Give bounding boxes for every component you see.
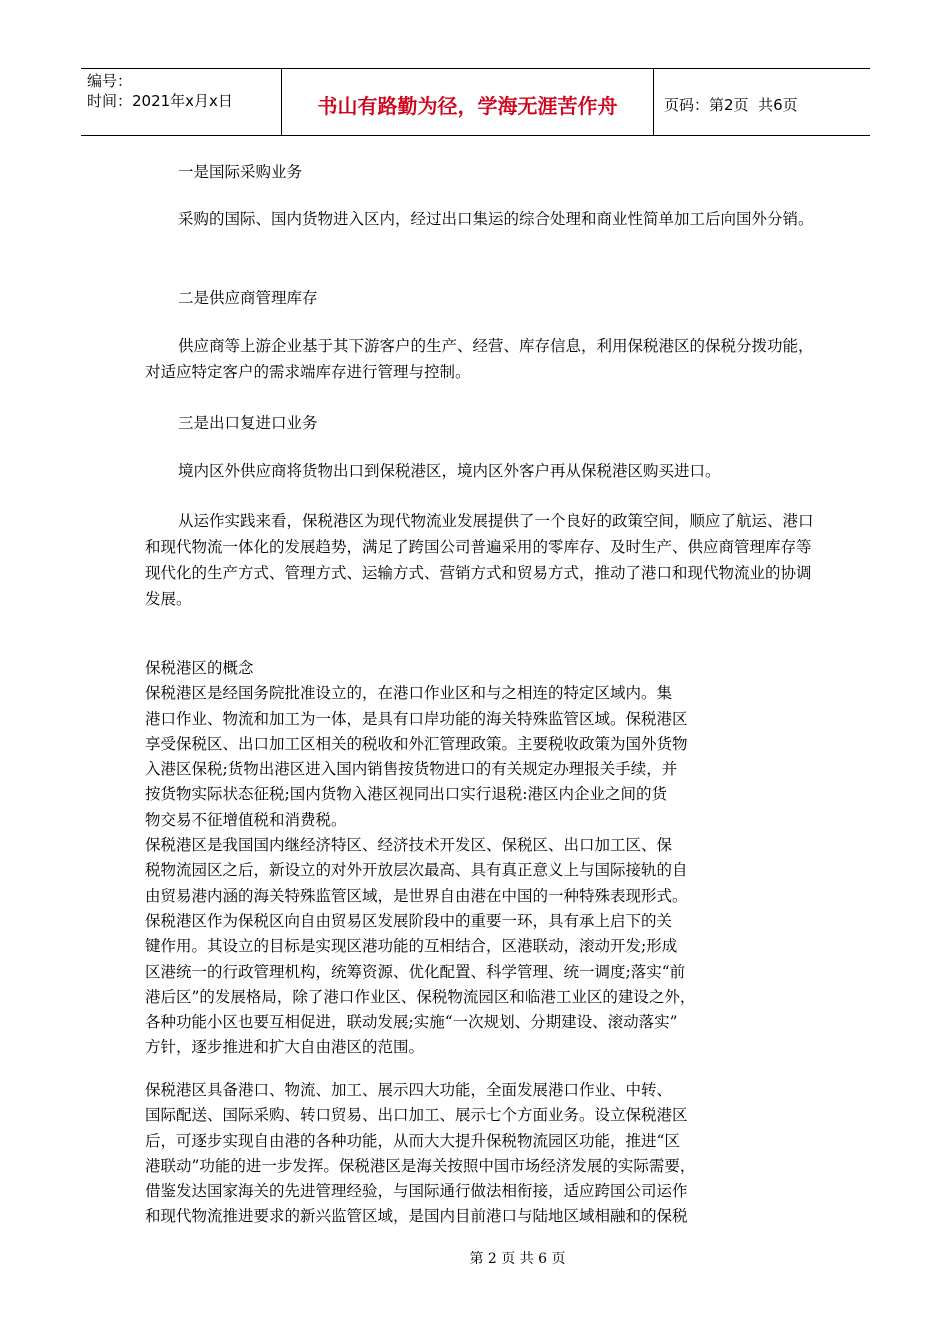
header-motto: 书山有路勤为径，学海无涯苦作舟 <box>281 69 654 135</box>
text-line: 按货物实际状态征税;国内货物入港区视同出口实行退税:港区内企业之间的货 <box>145 785 667 804</box>
text-line: 键作用。其设立的目标是实现区港功能的互相结合，区港联动，滚动开发;形成 <box>145 937 678 956</box>
text-line: 入港区保税;货物出港区进入国内销售按货物进口的有关规定办理报关手续，并 <box>145 760 678 779</box>
text-line: 后，可逐步实现自由港的各种功能，从而大大提升保税物流园区功能，推进“区 <box>145 1131 680 1150</box>
text-line: 方针，逐步推进和扩大自由港区的范围。 <box>145 1038 425 1057</box>
text-line: 由贸易港内涵的海关特殊监管区域，是世界自由港在中国的一种特殊表现形式。 <box>145 886 688 905</box>
text-line: 港后区”的发展格局，除了港口作业区、保税物流园区和临港工业区的建设之外， <box>145 987 696 1006</box>
page-info-text: 页码：第2页 共6页 <box>664 95 798 114</box>
text-line: 港联动”功能的进一步发挥。保税港区是海关按照中国市场经济发展的实际需要， <box>145 1156 696 1175</box>
text-line: 港口作业、物流和加工为一体，是具有口岸功能的海关特殊监管区域。保税港区 <box>145 709 688 728</box>
text-line: 借鉴发达国家海关的先进管理经验，与国际通行做法相衔接，适应跨国公司运作 <box>145 1182 688 1201</box>
page-header <box>81 68 870 136</box>
header-meta <box>81 69 281 135</box>
heading-vendor-inventory: 二是供应商管理库存 <box>178 289 318 307</box>
paragraph-export-reimport: 境内区外供应商将货物出口到保税港区，境内区外客户再从保税港区购买进口。 <box>178 462 721 480</box>
page-footer: 第 2 页 共 6 页 <box>469 1251 566 1267</box>
text-line: 保税港区是我国国内继经济特区、经济技术开发区、保税区、出口加工区、保 <box>145 836 673 855</box>
paragraph-practice: 从运作实践来看，保税港区为现代物流业发展提供了一个良好的政策空间，顺应了航运、港口和现代物流一体化的发展趋势，满足了跨国公司普遍采用的零库存、及时生产、供应商管理库存等现代化的生产方式、管理方式、运输方式、营销方式和贸易方式，推动了港口和现代物流业的协调发展。 <box>145 512 814 608</box>
text-line: 税物流园区之后，新设立的对外开放层次最高、具有真正意义上与国际接轨的自 <box>145 861 688 880</box>
text-line: 各种功能小区也要互相促进，联动发展;实施“一次规划、分期建设、滚动落实” <box>145 1013 678 1032</box>
heading-export-reimport: 三是出口复进口业务 <box>178 414 318 432</box>
paragraph-purchasing: 采购的国际、国内货物进入区内，经过出口集运的综合处理和商业性简单加工后向国外分销。 <box>178 210 814 228</box>
text-line: 国际配送、国际采购、转口贸易、出口加工、展示七个方面业务。设立保税港区 <box>145 1106 688 1125</box>
text-line: 和现代物流推进要求的新兴监管区域，是国内目前港口与陆地区域相融和的保税 <box>145 1207 688 1226</box>
header-page-info <box>654 69 870 135</box>
text-line: 区港统一的行政管理机构，统筹资源、优化配置、科学管理、统一调度;落实“前 <box>145 962 686 981</box>
doc-number-label: 编号： <box>87 72 133 90</box>
doc-time-label: 时间：2021年x月x日 <box>87 92 233 110</box>
section-bonded-port-functions <box>145 1078 745 1230</box>
text-line: 保税港区作为保税区向自由贸易区发展阶段中的重要一环，具有承上启下的关 <box>145 911 673 930</box>
text-line: 物交易不征增值税和消费税。 <box>145 810 347 829</box>
text-line: 保税港区具备港口、物流、加工、展示四大功能，全面发展港口作业、中转、 <box>145 1081 673 1099</box>
text-line: 享受保税区、出口加工区相关的税收和外汇管理政策。主要税收政策为国外货物 <box>145 734 688 753</box>
text-line: 保税港区的概念 <box>145 659 254 677</box>
heading-international-purchasing: 一是国际采购业务 <box>178 163 303 181</box>
paragraph-vendor-inventory: 供应商等上游企业基于其下游客户的生产、经营、库存信息，利用保税港区的保税分拨功能，对适应特定客户的需求端库存进行管理与控制。 <box>145 337 814 381</box>
section-bonded-port-concept <box>145 656 745 1061</box>
text-line: 保税港区是经国务院批准设立的，在港口作业区和与之相连的特定区域内。集 <box>145 684 673 703</box>
